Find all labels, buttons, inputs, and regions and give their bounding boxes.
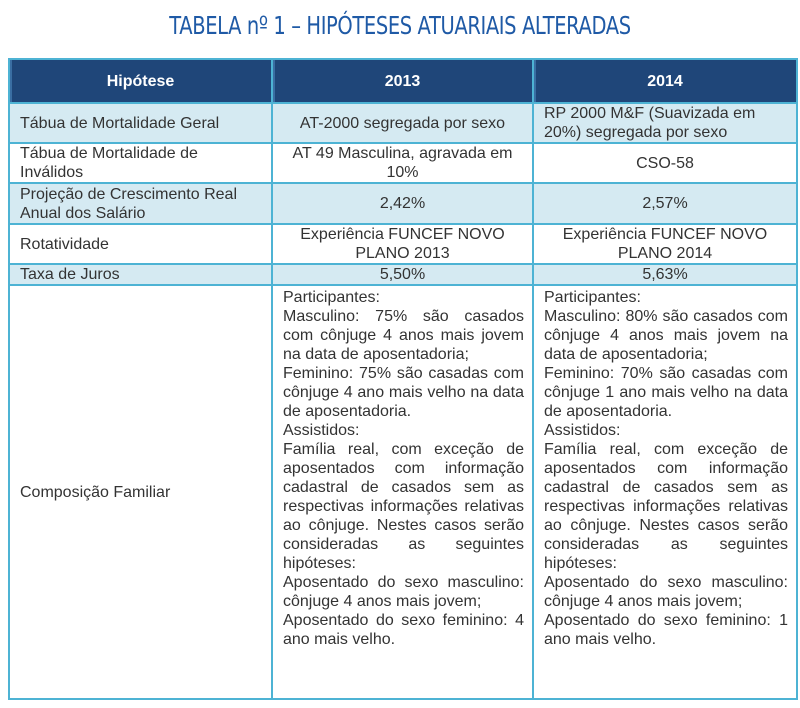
cell-2013: Experiência FUNCEF NOVO PLANO 2013 bbox=[272, 224, 533, 264]
assistidos-familia: Família real, com exceção de aposentados com informação cadastral de casados sem as respectivas informações relativas ao cônjuge. Nestes casos serão consideradas as seguintes hipóteses: bbox=[544, 441, 788, 572]
cell-2014: 5,63% bbox=[533, 264, 797, 285]
cell-2013: AT 49 Masculina, agravada em 10% bbox=[272, 143, 533, 183]
cell-2013 bbox=[272, 285, 533, 699]
cell-2013: AT-2000 segregada por sexo bbox=[272, 103, 533, 143]
table-row bbox=[9, 143, 797, 183]
participantes-feminino: Feminino: 75% são casadas com cônjuge 4 ano mais velho na data de aposentadoria. bbox=[283, 365, 524, 420]
participantes-label: Participantes: bbox=[283, 289, 380, 306]
assistidos-familia: Família real, com exceção de aposentados com informação cadastral de casados sem as respectivas informações relativas ao cônjuge. Nestes casos serão consideradas as seguintes hipóteses: bbox=[283, 441, 524, 572]
column-header-2013: 2013 bbox=[272, 59, 533, 103]
assistidos-label: Assistidos: bbox=[544, 422, 621, 439]
table-header-row bbox=[9, 59, 797, 103]
row-label: Composição Familiar bbox=[9, 285, 272, 699]
row-label: Projeção de Crescimento Real Anual dos Salário bbox=[9, 183, 272, 224]
row-label: Tábua de Mortalidade de Inválidos bbox=[9, 143, 272, 183]
column-header-2014: 2014 bbox=[533, 59, 797, 103]
participantes-feminino: Feminino: 70% são casadas com cônjuge 1 ano mais velho na data de aposentadoria. bbox=[544, 365, 788, 420]
cell-2014: CSO-58 bbox=[533, 143, 797, 183]
participantes-masculino: Masculino: 80% são casados com cônjuge 4 anos mais jovem na data de aposentadoria; bbox=[544, 308, 788, 363]
row-label: Tábua de Mortalidade Geral bbox=[9, 103, 272, 143]
hypotheses-table-container bbox=[8, 58, 796, 700]
row-label: Taxa de Juros bbox=[9, 264, 272, 285]
composition-2014 bbox=[544, 286, 788, 649]
table-row bbox=[9, 285, 797, 699]
participantes-label: Participantes: bbox=[544, 289, 641, 306]
assistidos-label: Assistidos: bbox=[283, 422, 360, 439]
table-row bbox=[9, 183, 797, 224]
table-row bbox=[9, 224, 797, 264]
hypotheses-table bbox=[8, 58, 798, 700]
table-row bbox=[9, 264, 797, 285]
aposentado-feminino: Aposentado do sexo feminino: 4 ano mais velho. bbox=[283, 612, 524, 648]
aposentado-masculino: Aposentado do sexo masculino: cônjuge 4 anos mais jovem; bbox=[544, 574, 788, 610]
cell-2014 bbox=[533, 285, 797, 699]
cell-2013: 2,42% bbox=[272, 183, 533, 224]
cell-2014: RP 2000 M&F (Suavizada em 20%) segregada por sexo bbox=[533, 103, 797, 143]
cell-2013: 5,50% bbox=[272, 264, 533, 285]
composition-2013 bbox=[283, 286, 524, 649]
aposentado-masculino: Aposentado do sexo masculino: cônjuge 4 anos mais jovem; bbox=[283, 574, 524, 610]
cell-2014: Experiência FUNCEF NOVO PLANO 2014 bbox=[533, 224, 797, 264]
participantes-masculino: Masculino: 75% são casados com cônjuge 4 anos mais jovem na data de aposentadoria; bbox=[283, 308, 524, 363]
aposentado-feminino: Aposentado do sexo feminino: 1 ano mais velho. bbox=[544, 612, 788, 648]
row-label: Rotatividade bbox=[9, 224, 272, 264]
table-row bbox=[9, 103, 797, 143]
column-header-hipotese: Hipótese bbox=[9, 59, 272, 103]
cell-2014: 2,57% bbox=[533, 183, 797, 224]
table-title: TABELA nº 1 – HIPÓTESES ATUARIAIS ALTERADAS bbox=[169, 11, 631, 40]
